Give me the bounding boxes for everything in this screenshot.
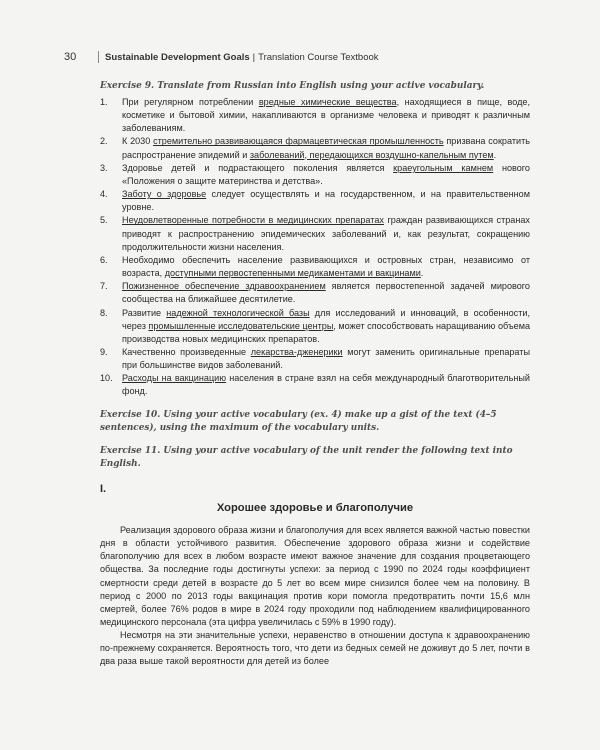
item-text-segment: для исследований и инноваций, в особенности, через <box>122 307 530 331</box>
item-number: 7. <box>100 281 108 292</box>
item-text-segment: граждан развивающихся странах приводят к распространению эпидемических заболеваний и, как результат, сокращению продолжительности жизни населения. <box>122 215 530 252</box>
title-separator: | <box>252 51 256 63</box>
item-text-segment: Развитие <box>122 307 167 318</box>
item-text <box>122 280 530 306</box>
book-subtitle: Translation Course Textbook <box>258 51 379 63</box>
vocabulary-term: промышленные исследовательские центры <box>148 320 334 331</box>
exercise-item <box>100 214 530 253</box>
header-divider <box>98 51 99 63</box>
exercise-item <box>100 96 530 135</box>
item-text-segment: Качественно произведенные <box>122 346 251 357</box>
exercise-item <box>100 254 530 280</box>
item-text-segment: К 2030 <box>122 136 154 147</box>
exercise-9-list <box>100 96 530 399</box>
section-numeral: I. <box>100 482 107 495</box>
article-paragraph: Несмотря на эти значительные успехи, неравенство в отношении доступа к здравоохранению по-прежнему сохраняется. Вероятность того, что дети из бедных семей не доживут до 5 лет, почти в два раза выше такой вероятности для детей из более <box>100 630 530 667</box>
item-number: 8. <box>100 307 108 318</box>
item-number: 2. <box>100 136 108 147</box>
item-text-segment: следует осуществлять и на государственном, и на правительственном уровне. <box>122 189 530 213</box>
exercise-item <box>100 162 530 188</box>
item-text-segment: , может способствовать наращиванию объема производства новых медицинских препаратов. <box>122 320 531 344</box>
exercise-11-heading: Exercise 11. Using your active vocabulary of the unit render the following text into English. <box>100 445 513 469</box>
item-number: 5. <box>100 215 108 226</box>
exercise-10-heading: Exercise 10. Using your active vocabulary (ex. 4) make up a gist of the text (4–5 sentences), using the maximum of the vocabulary units. <box>100 409 497 433</box>
book-title: Sustainable Development Goals <box>105 51 250 63</box>
item-text-segment: могут заменить оригинальные препараты при большинстве видов заболеваний. <box>122 346 530 371</box>
item-text <box>122 372 530 398</box>
item-text-segment: , находящиеся в пище, воде, косметике и бытовой химии, накапливаются в организме человека и приводят к различным заболеваниям. <box>122 97 530 134</box>
item-number: 3. <box>100 162 108 173</box>
vocabulary-term: Заботу о здоровье <box>122 189 207 200</box>
vocabulary-term: стремительно развивающаяся фармацевтическая промышленность <box>153 136 444 147</box>
vocabulary-term: краеугольным камнем <box>393 162 494 173</box>
item-text-segment: . <box>420 268 424 279</box>
vocabulary-term: Пожизненное обеспечение здравоохранением <box>122 281 326 292</box>
item-number: 4. <box>100 189 108 200</box>
item-text-segment: При регулярном потреблении <box>122 97 259 107</box>
vocabulary-term: лекарства-дженерики <box>250 346 343 357</box>
page-number: 30 <box>64 51 77 63</box>
page-body <box>100 80 530 669</box>
item-text-segment: призвана сократить распространение эпидемий и <box>122 136 530 160</box>
exercise-9-heading: Exercise 9. Translate from Russian into English using your active vocabulary. <box>100 81 485 91</box>
item-number: 9. <box>100 346 108 357</box>
item-text <box>122 214 530 253</box>
item-number: 10. <box>100 373 113 384</box>
article-title: Хорошее здоровье и благополучие <box>216 501 414 514</box>
item-number: 1. <box>100 97 108 107</box>
item-number: 6. <box>100 254 108 265</box>
item-text <box>122 188 530 214</box>
vocabulary-term: вредные химические вещества <box>258 97 397 107</box>
vocabulary-term: надежной технологической базы <box>166 307 310 318</box>
item-text <box>122 346 530 372</box>
exercise-item <box>100 307 530 346</box>
item-text <box>122 307 530 346</box>
exercise-item <box>100 135 530 161</box>
item-text <box>122 254 530 280</box>
page-header <box>64 47 534 67</box>
exercise-item <box>100 372 530 398</box>
item-text-segment: является первостепенной задачей мирового сообщества на ближайшее десятилетие. <box>122 281 530 305</box>
exercise-item <box>100 280 530 306</box>
item-text <box>122 96 530 135</box>
item-text-segment: населения в стране взял на себя международный благотворительный фонд. <box>122 373 530 397</box>
item-text <box>122 135 530 161</box>
item-text-segment: нового «Положения о защите материнства и детства». <box>122 162 530 186</box>
exercise-item <box>100 188 530 214</box>
item-text-segment: . <box>493 149 497 160</box>
item-text-segment: Здоровье детей и подрастающего поколения является <box>122 162 394 173</box>
vocabulary-term: заболеваний, передающихся воздушно-капельным путем <box>249 149 494 160</box>
item-text-segment: Необходимо обеспечить население развивающихся и островных стран, независимо от возраста, <box>122 254 530 279</box>
article-paragraph: Реализация здорового образа жизни и благополучия для всех является важной частью повестки дня в области устойчивого развития. Обеспечение здорового образа жизни и содействие благополучию для всех в любом возрасте имеют важное значение для создания процветающего общества. За последние годы достигнуты успехи: за период с 1990 по 2024 годы коэффициент смертности среди детей в возрасте до 5 лет во всем мире снизился более чем на половину. В период с 2000 по 2013 годы вакцинация против кори помогла предотвратить почти 15,6 млн смертей, более 76% родов в мире в 2024 году проходили под наблюдением квалифицированного медицинского персонала (эта цифра увеличилась с 59% в 1990 году). <box>100 524 530 627</box>
item-text <box>122 162 530 188</box>
exercise-item <box>100 346 530 372</box>
vocabulary-term: Неудовлетворенные потребности в медицинских препаратах <box>122 215 384 226</box>
vocabulary-term: доступными первостепенными медикаментами и вакцинами <box>164 268 421 279</box>
vocabulary-term: Расходы на вакцинацию <box>122 373 227 384</box>
